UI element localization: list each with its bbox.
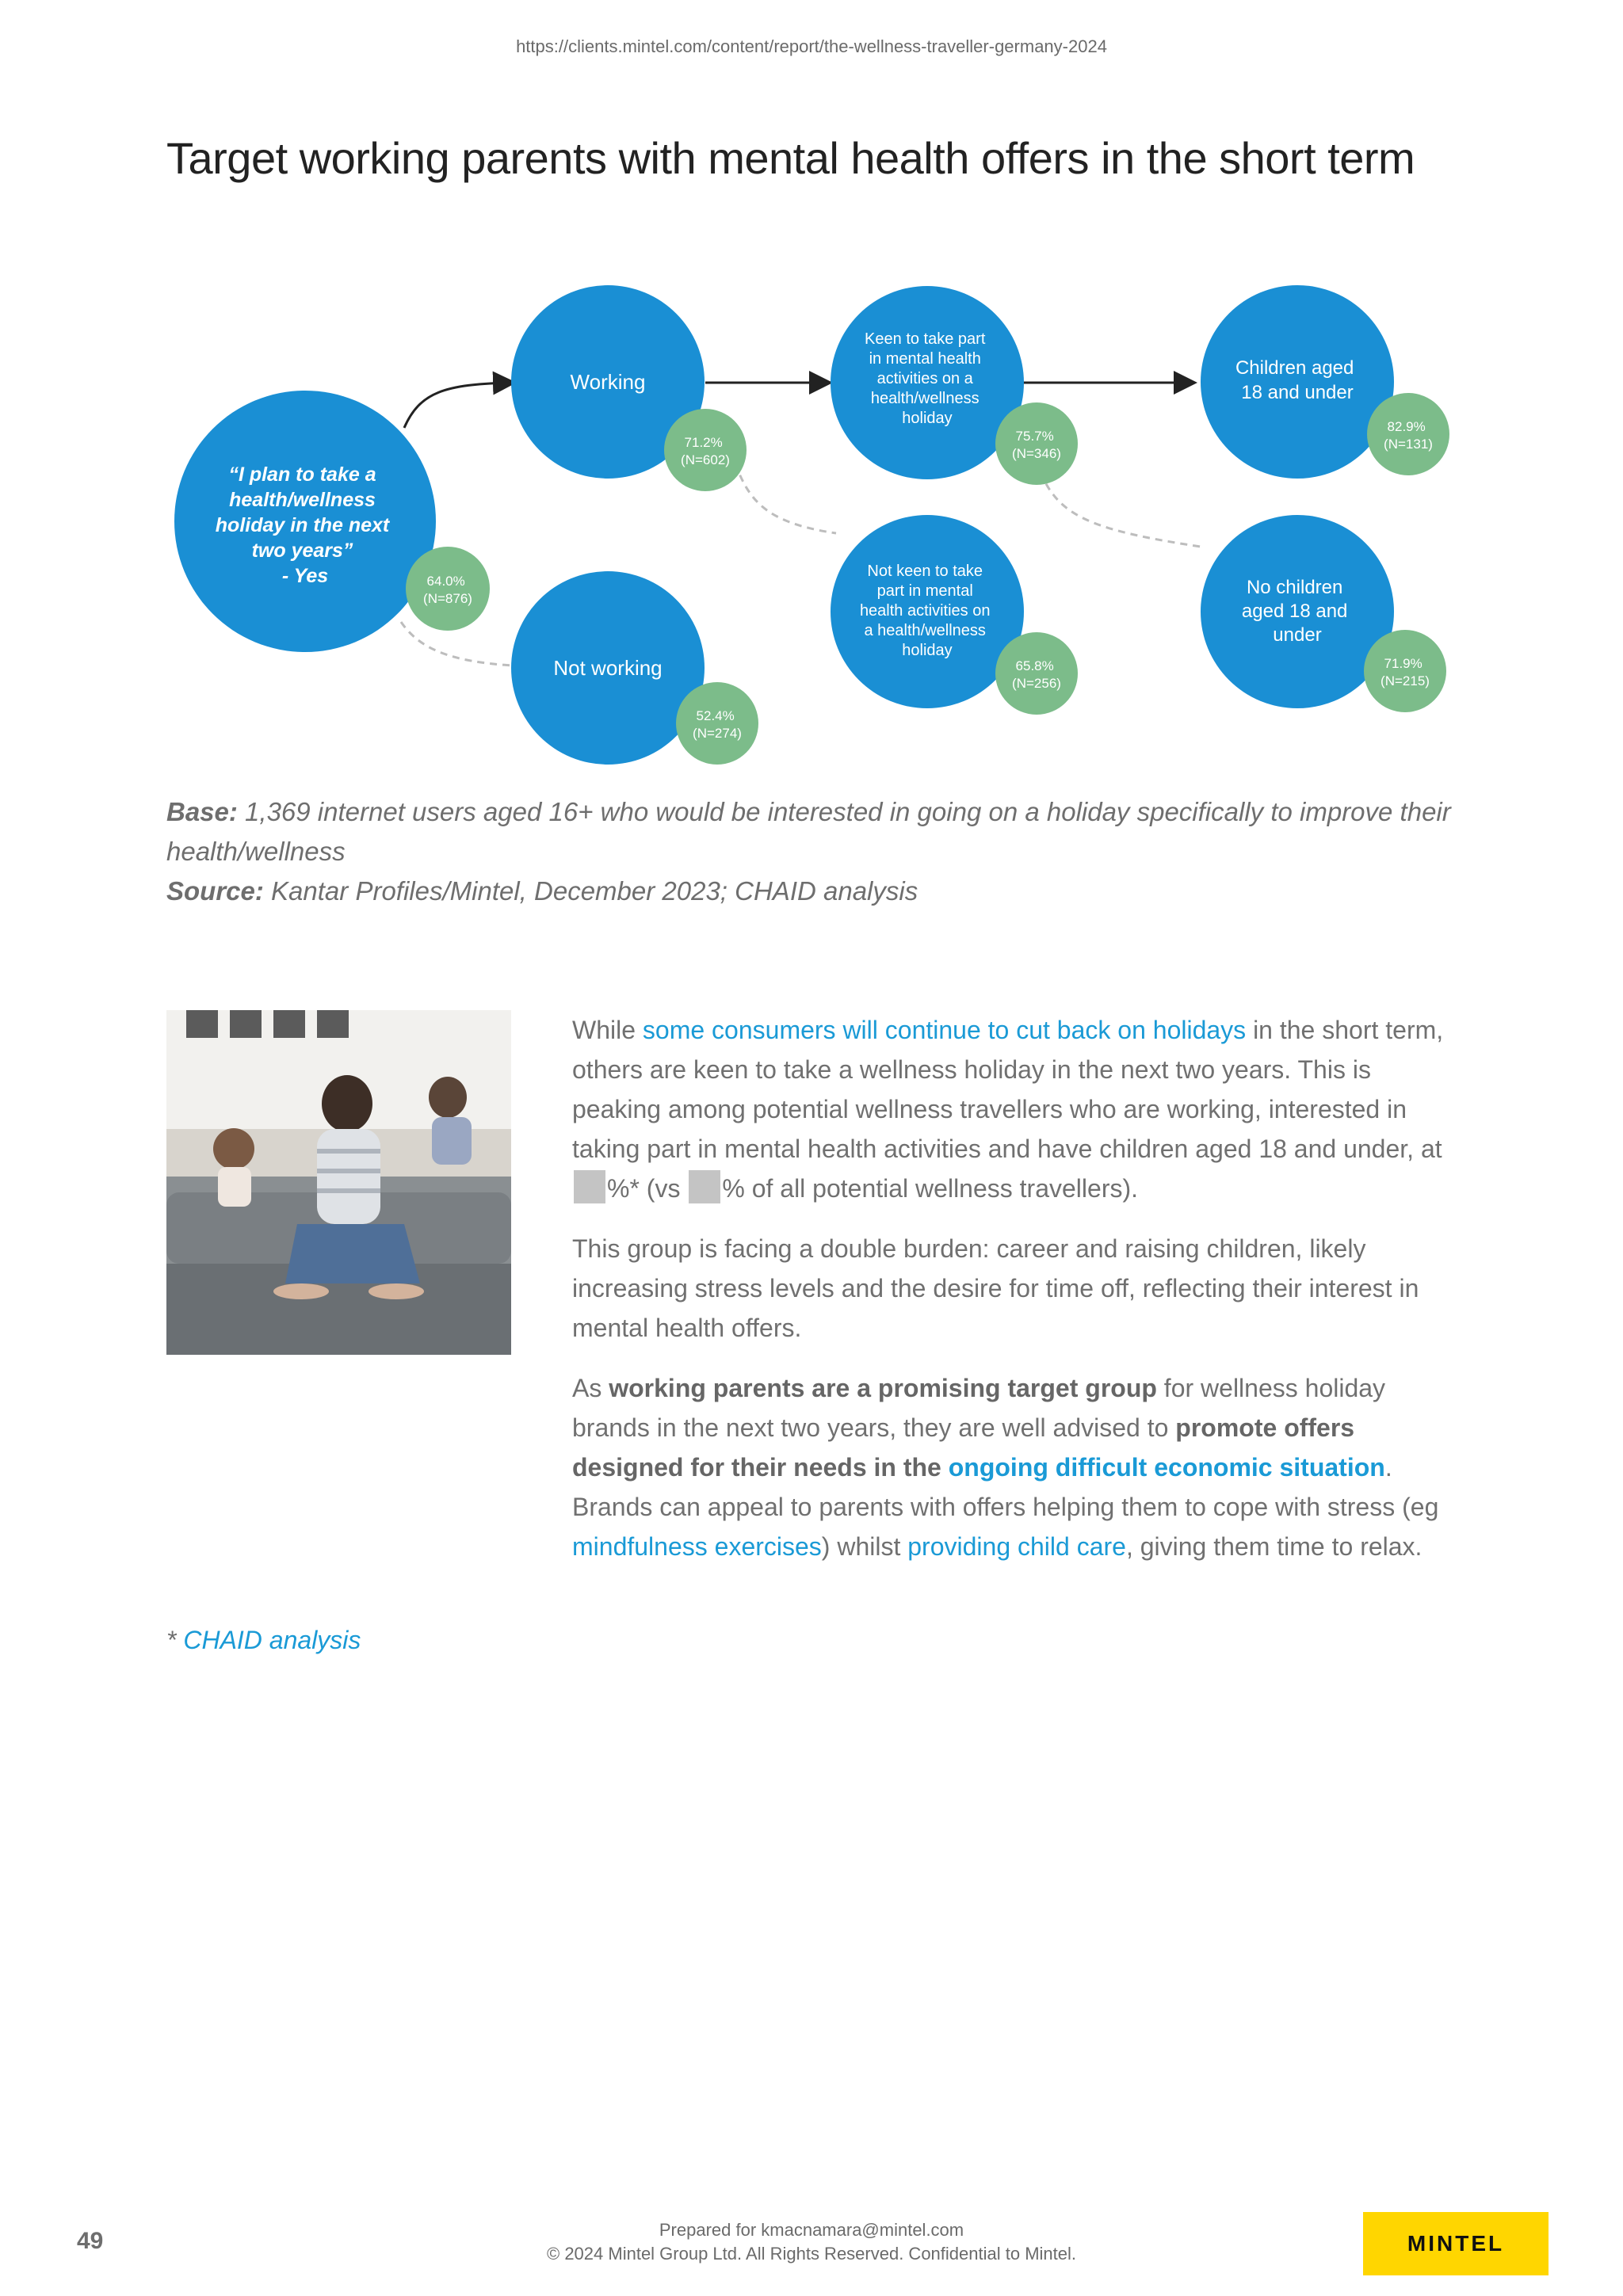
stressed-parent-photo xyxy=(166,1010,511,1355)
pct-not-working-n: (N=274) xyxy=(693,726,742,741)
p3-text-e: . Brands can appeal to parents with offers helping them to cope with stress (eg xyxy=(572,1453,1439,1521)
pct-children-n: (N=131) xyxy=(1384,437,1433,452)
footnote-star: * xyxy=(166,1626,184,1654)
not-keen-line-5: holiday xyxy=(902,642,953,659)
footer-prepared-for: Prepared for kmacnamara@mintel.com xyxy=(659,2220,964,2240)
link-child-care[interactable]: providing child care xyxy=(907,1532,1126,1561)
link-chaid-analysis[interactable]: CHAID analysis xyxy=(183,1626,361,1654)
p3-text-f: ) whilst xyxy=(821,1532,908,1561)
pct-children xyxy=(1367,393,1449,475)
p1-text-a: While xyxy=(572,1016,643,1044)
mintel-logo: MINTEL xyxy=(1363,2212,1549,2275)
keen-line-1: Keen to take part xyxy=(865,330,986,348)
root-line-1: “I plan to take a xyxy=(228,463,376,486)
children-line-1: Children aged xyxy=(1235,357,1354,379)
source-label: Source: xyxy=(166,876,264,906)
pct-keen-value: 75.7% xyxy=(1015,429,1054,444)
root-line-2: health/wellness xyxy=(229,489,376,511)
paragraph-1 xyxy=(572,1010,1460,1208)
base-text: 1,369 internet users aged 16+ who would be interested in going on a holiday specifically to improve their health/wellness xyxy=(166,797,1451,866)
not-keen-line-2: part in mental xyxy=(876,582,973,600)
pct-not-working xyxy=(676,682,758,765)
footer-copyright: © 2024 Mintel Group Ltd. All Rights Reserved. Confidential to Mintel. xyxy=(547,2244,1076,2264)
no-children-line-3: under xyxy=(1273,624,1322,646)
not-working-label: Not working xyxy=(553,656,663,680)
pct-no-children-n: (N=215) xyxy=(1381,673,1430,688)
pct-not-keen xyxy=(995,632,1078,715)
paragraph-2: This group is facing a double burden: career and raising children, likely increasing stress levels and the desire for time off, reflecting their interest in mental health offers. xyxy=(572,1234,1419,1342)
paragraph-3 xyxy=(572,1368,1460,1566)
link-cut-back-on-holidays[interactable]: some consumers will continue to cut back on holidays xyxy=(642,1016,1247,1044)
p3-bold-promote-offers: promote offers designed for their needs in the xyxy=(572,1413,1355,1482)
page-title: Target working parents with mental health offers in the short term xyxy=(166,133,1415,183)
pct-root-n: (N=876) xyxy=(423,591,472,606)
not-keen-line-4: a health/wellness xyxy=(864,622,986,639)
p3-text-a: As xyxy=(572,1374,609,1402)
root-line-3: holiday in the next xyxy=(215,514,390,536)
pct-children-value: 82.9% xyxy=(1387,419,1426,434)
svg-text:Not working xyxy=(553,656,662,680)
pct-working-n: (N=602) xyxy=(681,452,730,467)
link-economic-situation[interactable]: ongoing difficult economic situation xyxy=(948,1453,1385,1482)
page-url[interactable]: https://clients.mintel.com/content/report/the-wellness-traveller-germany-2024 xyxy=(516,36,1107,56)
redacted-value-2 xyxy=(689,1170,720,1203)
page-number: 49 xyxy=(77,2228,104,2254)
p3-text-g: , giving them time to relax. xyxy=(1125,1532,1423,1561)
pct-working-value: 71.2% xyxy=(684,435,723,450)
p3-bold-target-group: working parents are a promising target group xyxy=(609,1374,1157,1402)
arrow-root-working xyxy=(404,383,512,428)
not-keen-line-3: health activities on xyxy=(859,602,991,620)
footnote xyxy=(166,1626,361,1655)
keen-line-3: activities on a xyxy=(876,370,973,387)
pct-keen-n: (N=346) xyxy=(1012,446,1061,461)
p1-text-c: %* (vs xyxy=(607,1174,688,1203)
p3-text-c: for wellness holiday brands in the next two years, they are well advised to xyxy=(572,1374,1386,1442)
not-keen-line-1: Not keen to take xyxy=(867,563,983,580)
keen-line-2: in mental health xyxy=(869,350,981,368)
p1-text-d: % of all potential wellness travellers). xyxy=(722,1174,1139,1203)
pct-no-children xyxy=(1364,630,1446,712)
svg-text:Working xyxy=(571,370,646,394)
pct-root-value: 64.0% xyxy=(426,574,465,589)
pct-not-working-value: 52.4% xyxy=(696,708,735,723)
pct-no-children-value: 71.9% xyxy=(1384,656,1423,671)
source-text: Kantar Profiles/Mintel, December 2023; CHAID analysis xyxy=(263,876,918,906)
no-children-line-1: No children xyxy=(1246,577,1343,598)
no-children-line-2: aged 18 and xyxy=(1241,601,1348,622)
p1-text-b: in the short term, others are keen to take a wellness holiday in the next two years. This is peaking among potential wellness travellers who are working, interested in taking part in mental health activities and have children aged 18 and under, at xyxy=(572,1016,1444,1163)
pct-not-keen-value: 65.8% xyxy=(1015,658,1054,673)
pct-not-keen-n: (N=256) xyxy=(1012,676,1061,691)
children-line-2: 18 and under xyxy=(1241,382,1354,403)
root-line-4: two years” xyxy=(251,540,353,562)
pct-working xyxy=(664,409,747,491)
pct-keen xyxy=(995,402,1078,485)
base-source-note xyxy=(166,792,1474,911)
body-text xyxy=(572,1010,1460,1587)
link-mindfulness-exercises[interactable]: mindfulness exercises xyxy=(572,1532,822,1561)
base-label: Base: xyxy=(166,797,238,826)
working-label: Working xyxy=(570,370,646,394)
root-line-5: - Yes xyxy=(281,565,329,587)
redacted-value-1 xyxy=(574,1170,605,1203)
keen-line-4: health/wellness xyxy=(870,390,980,407)
keen-line-5: holiday xyxy=(902,410,953,427)
chaid-diagram xyxy=(158,273,1490,780)
pct-root xyxy=(406,547,490,631)
